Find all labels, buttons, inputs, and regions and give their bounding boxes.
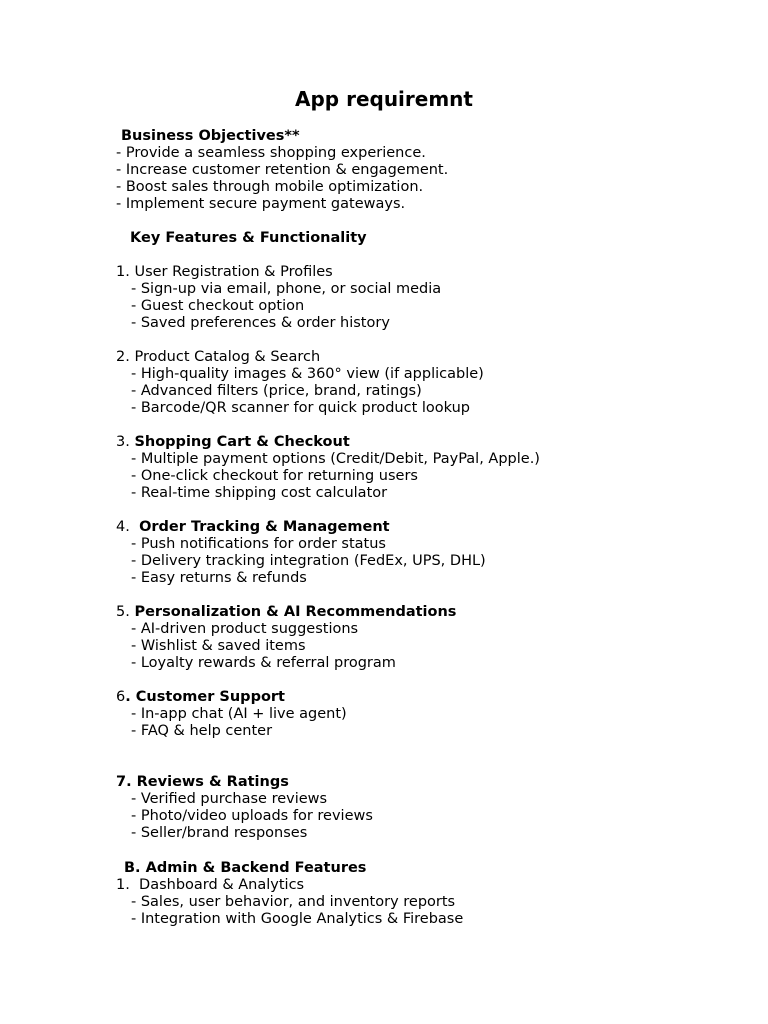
feature-item: - Sign-up via email, phone, or social media bbox=[131, 281, 442, 297]
feature-item: - Verified purchase reviews bbox=[131, 791, 328, 807]
feature-item: - Push notifications for order status bbox=[131, 536, 386, 552]
feature-item: - Multiple payment options (Credit/Debit, PayPal, Apple.) bbox=[131, 451, 540, 467]
feature-section-heading: 7. Reviews & Ratings bbox=[116, 774, 289, 790]
feature-section-heading: 6. Customer Support bbox=[116, 689, 285, 705]
business-objective-item: - Implement secure payment gateways. bbox=[116, 196, 406, 212]
feature-item: - Barcode/QR scanner for quick product lookup bbox=[131, 400, 470, 416]
business-objective-item: - Increase customer retention & engagement. bbox=[116, 162, 449, 178]
feature-section-heading: 4. Order Tracking & Management bbox=[116, 519, 390, 535]
feature-item: - In-app chat (AI + live agent) bbox=[131, 706, 347, 722]
feature-item: - One-click checkout for returning users bbox=[131, 468, 418, 484]
admin-item: - Integration with Google Analytics & Firebase bbox=[131, 911, 464, 927]
feature-item: - Delivery tracking integration (FedEx, UPS, DHL) bbox=[131, 553, 486, 569]
feature-item: - AI-driven product suggestions bbox=[131, 621, 359, 637]
key-features-heading: Key Features & Functionality bbox=[130, 230, 367, 246]
feature-item: - Wishlist & saved items bbox=[131, 638, 306, 654]
business-objective-item: - Boost sales through mobile optimization. bbox=[116, 179, 424, 195]
feature-item: - Saved preferences & order history bbox=[131, 315, 390, 331]
feature-section-heading: 5. Personalization & AI Recommendations bbox=[116, 604, 457, 620]
feature-item: - Real-time shipping cost calculator bbox=[131, 485, 388, 501]
admin-sub-heading: 1. Dashboard & Analytics bbox=[116, 877, 305, 893]
feature-section-heading: 2. Product Catalog & Search bbox=[116, 349, 321, 365]
feature-item: - Easy returns & refunds bbox=[131, 570, 307, 586]
feature-item: - FAQ & help center bbox=[131, 723, 273, 739]
feature-item: - Guest checkout option bbox=[131, 298, 305, 314]
feature-section-heading: 1. User Registration & Profiles bbox=[116, 264, 333, 280]
feature-item: - High-quality images & 360° view (if applicable) bbox=[131, 366, 484, 382]
business-objectives-heading: Business Objectives** bbox=[121, 128, 300, 144]
feature-item: - Advanced filters (price, brand, ratings) bbox=[131, 383, 422, 399]
admin-backend-heading: B. Admin & Backend Features bbox=[124, 860, 367, 876]
feature-item: - Loyalty rewards & referral program bbox=[131, 655, 396, 671]
business-objective-item: - Provide a seamless shopping experience. bbox=[116, 145, 426, 161]
document-title: App requiremnt bbox=[295, 87, 473, 111]
feature-section-heading: 3. Shopping Cart & Checkout bbox=[116, 434, 350, 450]
feature-item: - Photo/video uploads for reviews bbox=[131, 808, 373, 824]
admin-item: - Sales, user behavior, and inventory reports bbox=[131, 894, 456, 910]
feature-item: - Seller/brand responses bbox=[131, 825, 308, 841]
